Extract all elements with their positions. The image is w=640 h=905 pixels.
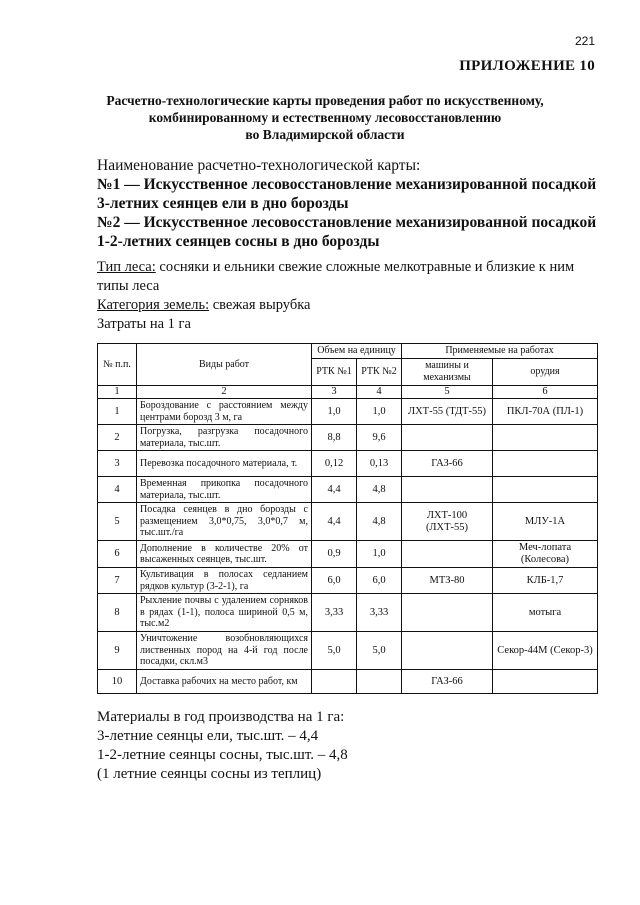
row-machines: ГАЗ-66 xyxy=(402,451,493,477)
row-tools: Меч-лопата (Колесова) xyxy=(493,541,598,568)
row-work: Бороздование с расстоянием между центрами борозд 3 м, га xyxy=(137,399,312,425)
card-2: №2 — Искусственное лесовосстановление механизированной посадкой 1-2-летних сеянцев сосны в дно борозды xyxy=(97,214,597,250)
row-rtk2: 9,6 xyxy=(357,425,402,451)
row-machines xyxy=(402,425,493,451)
row-rtk1: 8,8 xyxy=(312,425,357,451)
materials-line: (1 летние сеянцы сосны из теплиц) xyxy=(97,766,322,782)
table-row xyxy=(98,594,598,632)
land-category-value: свежая вырубка xyxy=(209,297,311,313)
table-row xyxy=(98,541,598,568)
header-rtk2: РТК №2 xyxy=(357,359,402,386)
row-rtk1: 0,9 xyxy=(312,541,357,568)
row-tools: мотыга xyxy=(493,594,598,632)
row-rtk1: 6,0 xyxy=(312,568,357,594)
table-row xyxy=(98,632,598,670)
row-tools: МЛУ-1А xyxy=(493,503,598,541)
row-num: 8 xyxy=(98,594,137,632)
row-work: Временная прикопка посадочного материала, тыс.шт. xyxy=(137,477,312,503)
row-rtk2: 3,33 xyxy=(357,594,402,632)
title-line: Расчетно-технологические карты проведения работ по искусственному, xyxy=(106,93,544,108)
materials-line: Материалы в год производства на 1 га: xyxy=(97,709,345,725)
row-rtk2: 1,0 xyxy=(357,399,402,425)
header-rtk1: РТК №1 xyxy=(312,359,357,386)
document-title xyxy=(60,92,590,143)
row-num: 3 xyxy=(98,451,137,477)
land-category-label: Категория земель: xyxy=(97,297,210,313)
forest-type xyxy=(97,258,602,296)
table-row xyxy=(98,451,598,477)
col-number: 6 xyxy=(493,386,598,399)
row-rtk1: 4,4 xyxy=(312,503,357,541)
row-work: Погрузка, разгрузка посадочного материала, тыс.шт. xyxy=(137,425,312,451)
row-num: 7 xyxy=(98,568,137,594)
row-rtk2: 4,8 xyxy=(357,477,402,503)
col-number: 5 xyxy=(402,386,493,399)
row-num: 9 xyxy=(98,632,137,670)
materials-line: 3-летние сеянцы ели, тыс.шт. – 4,4 xyxy=(97,728,319,744)
row-work: Перевозка посадочного материала, т. xyxy=(137,451,312,477)
row-rtk2: 5,0 xyxy=(357,632,402,670)
row-tools xyxy=(493,670,598,694)
materials-line: 1-2-летние сеянцы сосны, тыс.шт. – 4,8 xyxy=(97,747,348,763)
row-machines xyxy=(402,632,493,670)
col-number: 2 xyxy=(137,386,312,399)
title-line: во Владимирской области xyxy=(245,127,405,142)
row-rtk1: 0,12 xyxy=(312,451,357,477)
row-machines xyxy=(402,594,493,632)
works-table xyxy=(97,343,598,694)
card-1: №1 — Искусственное лесовосстановление механизированной посадкой 3-летних сеянцев ели в дно борозды xyxy=(97,176,597,212)
row-tools: КЛБ-1,7 xyxy=(493,568,598,594)
row-work: Доставка рабочих на место работ, км xyxy=(137,670,312,694)
row-work: Культивация в полосах седланием рядков культур (3-2-1), га xyxy=(137,568,312,594)
row-machines xyxy=(402,541,493,568)
row-num: 4 xyxy=(98,477,137,503)
col-number: 1 xyxy=(98,386,137,399)
row-num: 1 xyxy=(98,399,137,425)
header-machines: машины и механизмы xyxy=(402,359,493,386)
title-line: комбинированному и естественному лесовосстановлению xyxy=(148,110,502,125)
row-rtk2: 0,13 xyxy=(357,451,402,477)
row-rtk1: 1,0 xyxy=(312,399,357,425)
row-machines: ЛХТ-55 (ТДТ-55) xyxy=(402,399,493,425)
header-applied: Применяемые на работах xyxy=(402,344,598,359)
row-machines: МТЗ-80 xyxy=(402,568,493,594)
row-work: Уничтожение возобновляющихся лиственных пород на 4-й год после посадки, скл.м3 xyxy=(137,632,312,670)
row-work: Рыхление почвы с удалением сорняков в рядах (1-1), полоса шириной 0,5 м, тыс.м2 xyxy=(137,594,312,632)
row-work: Посадка сеянцев в дно борозды с размещением 3,0*0,75, 3,0*0,7 м, тыс.шт./га xyxy=(137,503,312,541)
row-num: 10 xyxy=(98,670,137,694)
appendix-heading: ПРИЛОЖЕНИЕ 10 xyxy=(459,58,595,74)
col-number: 4 xyxy=(357,386,402,399)
row-rtk2: 4,8 xyxy=(357,503,402,541)
row-work: Дополнение в количестве 20% от высаженных сеянцев, тыс.шт. xyxy=(137,541,312,568)
site-info xyxy=(97,258,602,334)
row-rtk1: 3,33 xyxy=(312,594,357,632)
costs-label: Затраты на 1 га xyxy=(97,316,191,332)
table-row xyxy=(98,425,598,451)
row-num: 6 xyxy=(98,541,137,568)
table-row xyxy=(98,399,598,425)
table-row xyxy=(98,477,598,503)
table-row xyxy=(98,670,598,694)
card-label: Наименование расчетно-технологической карты: xyxy=(97,157,421,174)
forest-type-value: сосняки и ельники свежие сложные мелкотравные и близкие к ним типы леса xyxy=(97,259,575,294)
row-num: 5 xyxy=(98,503,137,541)
card-names xyxy=(97,156,602,251)
row-tools xyxy=(493,425,598,451)
forest-type-label: Тип леса: xyxy=(97,259,156,275)
row-tools xyxy=(493,451,598,477)
header-volume: Объем на единицу xyxy=(312,344,402,359)
row-machines: ЛХТ-100 (ЛХТ-55) xyxy=(402,503,493,541)
row-tools: ПКЛ-70А (ПЛ-1) xyxy=(493,399,598,425)
row-rtk1 xyxy=(312,670,357,694)
row-rtk1: 5,0 xyxy=(312,632,357,670)
col-number: 3 xyxy=(312,386,357,399)
row-rtk2 xyxy=(357,670,402,694)
row-tools: Секор-44М (Секор-3) xyxy=(493,632,598,670)
row-rtk2: 1,0 xyxy=(357,541,402,568)
row-tools xyxy=(493,477,598,503)
materials xyxy=(97,708,348,784)
row-rtk2: 6,0 xyxy=(357,568,402,594)
table-row xyxy=(98,503,598,541)
header-tools: орудия xyxy=(493,359,598,386)
header-work: Виды работ xyxy=(137,344,312,386)
row-machines: ГАЗ-66 xyxy=(402,670,493,694)
page-number: 221 xyxy=(574,34,595,48)
row-machines xyxy=(402,477,493,503)
land-category xyxy=(97,296,602,315)
row-num: 2 xyxy=(98,425,137,451)
header-num: № п.п. xyxy=(98,344,137,386)
table-row xyxy=(98,568,598,594)
row-rtk1: 4,4 xyxy=(312,477,357,503)
